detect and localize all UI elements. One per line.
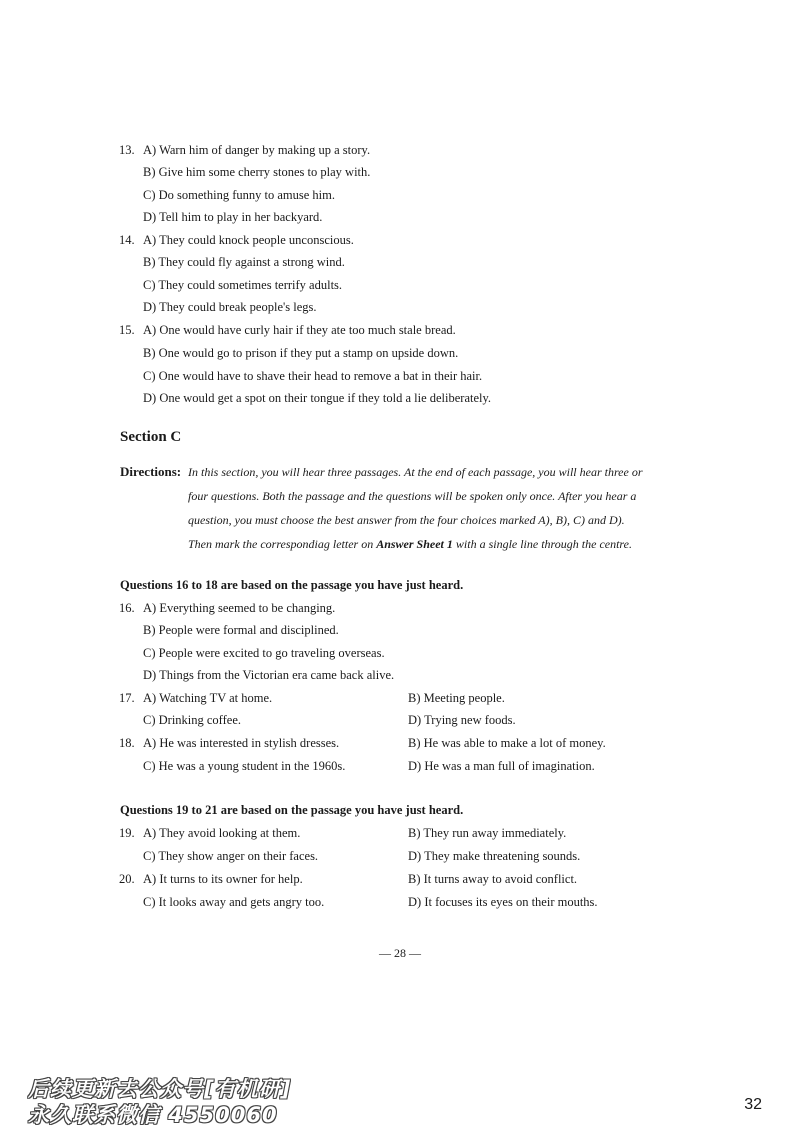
option: B) One would go to prison if they put a stamp on upside down. bbox=[143, 346, 459, 360]
option-row bbox=[119, 710, 719, 730]
option: D) They make threatening sounds. bbox=[408, 849, 581, 863]
option-row bbox=[119, 892, 719, 912]
directions-line: four questions. Both the passage and the questions will be spoken only once. After you hear a bbox=[188, 489, 637, 503]
option: D) It focuses its eyes on their mouths. bbox=[408, 895, 598, 909]
option: C) They show anger on their faces. bbox=[143, 849, 319, 863]
option-row bbox=[119, 185, 719, 205]
option-row bbox=[119, 366, 719, 386]
option-row bbox=[119, 275, 719, 295]
question-15: 15. A) One would have curly hair if they ate too much stale bread. bbox=[119, 320, 719, 340]
option: D) One would get a spot on their tongue if they told a lie deliberately. bbox=[143, 391, 492, 405]
option-row bbox=[119, 665, 719, 685]
question-19: 19. A) They avoid looking at them. B) They run away immediately. bbox=[119, 823, 719, 843]
answer-sheet-label: Answer Sheet 1 bbox=[376, 537, 453, 551]
directions-line: question, you must choose the best answer from the four choices marked A), B), C) and D). bbox=[188, 513, 625, 527]
option: C) People were excited to go traveling overseas. bbox=[143, 646, 385, 660]
option: B) Meeting people. bbox=[408, 691, 505, 705]
option: B) He was able to make a lot of money. bbox=[408, 736, 606, 750]
option-row bbox=[119, 162, 719, 182]
option: D) He was a man full of imagination. bbox=[408, 759, 595, 773]
option: A) They avoid looking at them. bbox=[143, 826, 301, 840]
corner-page-number: 32 bbox=[744, 1096, 762, 1113]
option: A) They could knock people unconscious. bbox=[143, 233, 354, 247]
option: C) Drinking coffee. bbox=[143, 713, 242, 727]
option: C) They could sometimes terrify adults. bbox=[143, 278, 343, 292]
watermark-line: 后续更新去公众号[有机研] bbox=[28, 1077, 292, 1101]
group-title: Questions 16 to 18 are based on the passage you have just heard. bbox=[120, 578, 464, 592]
option: B) They could fly against a strong wind. bbox=[143, 255, 345, 269]
option: B) Give him some cherry stones to play with. bbox=[143, 165, 371, 179]
page-number: — 28 — bbox=[379, 946, 421, 960]
directions-line-last bbox=[188, 532, 632, 556]
option-row bbox=[119, 343, 719, 363]
option: C) One would have to shave their head to remove a bat in their hair. bbox=[143, 369, 483, 383]
section-heading: Section C bbox=[120, 429, 182, 445]
directions-tail: with a single line through the centre. bbox=[452, 537, 632, 551]
option-row bbox=[119, 756, 719, 776]
option: B) They run away immediately. bbox=[408, 826, 567, 840]
option: D) Tell him to play in her backyard. bbox=[143, 210, 323, 224]
question-20: 20. A) It turns to its owner for help. B) It turns away to avoid conflict. bbox=[119, 869, 719, 889]
option: C) He was a young student in the 1960s. bbox=[143, 759, 346, 773]
watermark-line: 永久联系微信 4550060 bbox=[28, 1103, 278, 1127]
option: D) Things from the Victorian era came back alive. bbox=[143, 668, 395, 682]
option: A) He was interested in stylish dresses. bbox=[143, 736, 340, 750]
directions-line: In this section, you will hear three passages. At the end of each passage, you will hear three or bbox=[188, 465, 643, 479]
directions-text: Then mark the correspondiag letter on bbox=[188, 537, 377, 551]
option-row bbox=[119, 620, 719, 640]
option: B) It turns away to avoid conflict. bbox=[408, 872, 578, 886]
option: A) Watching TV at home. bbox=[143, 691, 273, 705]
option: C) Do something funny to amuse him. bbox=[143, 188, 335, 202]
question-16: 16. A) Everything seemed to be changing. bbox=[119, 598, 719, 618]
question-17: 17. A) Watching TV at home. B) Meeting people. bbox=[119, 688, 719, 708]
option: D) They could break people's legs. bbox=[143, 300, 317, 314]
group-title: Questions 19 to 21 are based on the passage you have just heard. bbox=[120, 803, 464, 817]
question-18: 18. A) He was interested in stylish dresses. B) He was able to make a lot of money. bbox=[119, 733, 719, 753]
question-13: 13. A) Warn him of danger by making up a story. bbox=[119, 140, 719, 160]
option: A) One would have curly hair if they ate too much stale bread. bbox=[143, 323, 456, 337]
directions-label: Directions: bbox=[120, 464, 182, 479]
option-row bbox=[119, 297, 719, 317]
option-row bbox=[119, 846, 719, 866]
option: D) Trying new foods. bbox=[408, 713, 516, 727]
option: B) People were formal and disciplined. bbox=[143, 623, 339, 637]
option: C) It looks away and gets angry too. bbox=[143, 895, 325, 909]
option: A) It turns to its owner for help. bbox=[143, 872, 303, 886]
question-14: 14. A) They could knock people unconscious. bbox=[119, 230, 719, 250]
option-row bbox=[119, 643, 719, 663]
option-row bbox=[119, 388, 719, 408]
watermark bbox=[28, 1076, 291, 1128]
option: A) Everything seemed to be changing. bbox=[143, 601, 336, 615]
option-row bbox=[119, 207, 719, 227]
option-row bbox=[119, 252, 719, 272]
option: A) Warn him of danger by making up a story. bbox=[143, 143, 371, 157]
